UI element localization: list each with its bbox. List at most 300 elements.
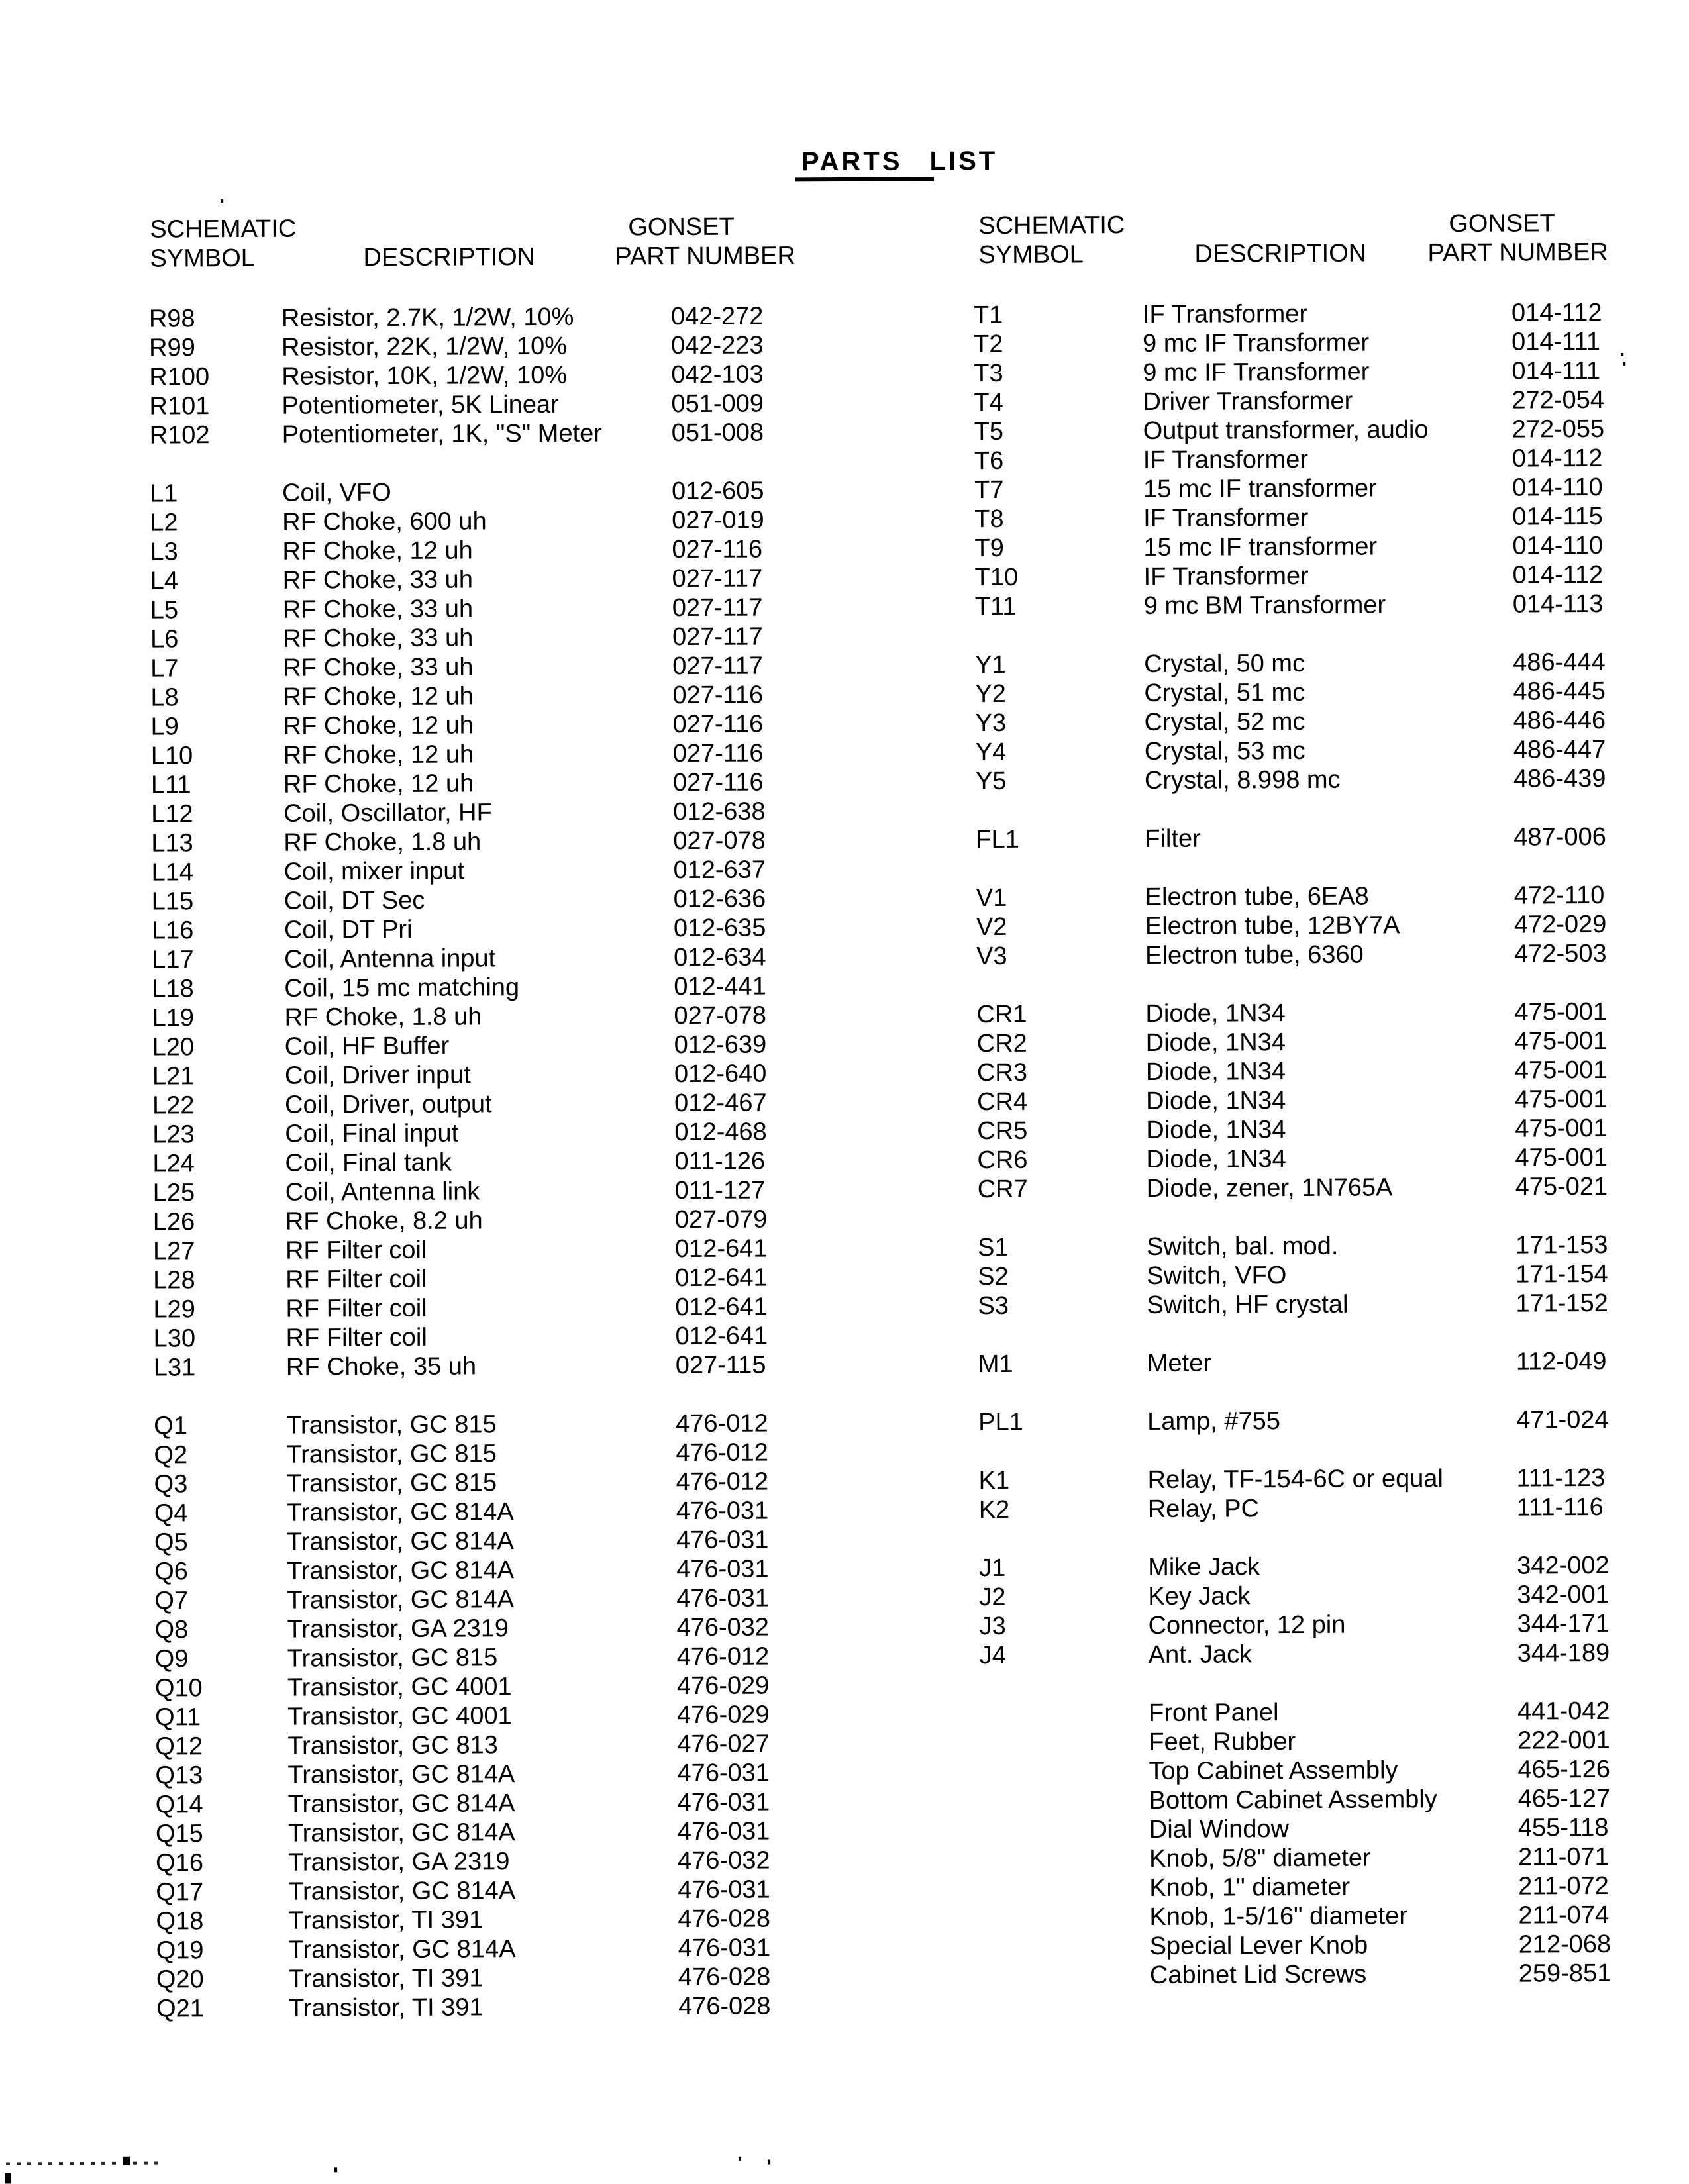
group-spacer [978, 1376, 1608, 1408]
description-cell: Cabinet Lid Screws [1149, 1960, 1367, 1990]
symbol-cell: Y1 [975, 650, 1006, 679]
table-row [151, 797, 780, 828]
description-cell: Knob, 1" diameter [1149, 1873, 1351, 1903]
description-cell: Transistor, GC 814A [287, 1760, 515, 1789]
description-cell: 9 mc IF Transformer [1142, 328, 1370, 358]
left-header-line-2 [148, 241, 795, 273]
part-number-cell: 042-103 [671, 360, 764, 389]
description-cell: Mike Jack [1148, 1553, 1260, 1582]
symbol-cell: L9 [150, 713, 179, 741]
table-row [150, 505, 779, 537]
part-number-cell: 272-054 [1511, 385, 1605, 415]
description-cell: Connector, 12 pin [1148, 1611, 1346, 1640]
description-cell: Crystal, 53 mc [1144, 736, 1305, 766]
part-number-cell: 476-031 [676, 1497, 769, 1526]
symbol-cell: L26 [152, 1208, 195, 1236]
symbol-cell: L1 [149, 479, 178, 508]
part-number-cell: 475-001 [1514, 1085, 1608, 1114]
table-row [977, 1085, 1606, 1117]
symbol-cell: J4 [979, 1641, 1006, 1670]
part-number-cell: 486-444 [1513, 648, 1606, 677]
table-row [976, 764, 1605, 796]
part-number-cell: 472-503 [1514, 939, 1607, 968]
part-number-cell: 486-447 [1513, 735, 1606, 764]
scan-artifact-speck [334, 2167, 337, 2172]
symbol-cell: CR7 [977, 1175, 1028, 1204]
description-cell: RF Filter coil [285, 1236, 427, 1265]
symbol-cell: CR1 [976, 1000, 1027, 1029]
symbol-cell: Q16 [155, 1849, 204, 1877]
symbol-cell: CR3 [976, 1058, 1028, 1087]
description-cell: Knob, 1-5/16" diameter [1149, 1902, 1408, 1932]
part-number-cell: 476-031 [677, 1759, 770, 1788]
description-cell: 9 mc BM Transformer [1143, 591, 1386, 620]
description-cell: Transistor, GA 2319 [287, 1614, 509, 1644]
table-row [974, 327, 1603, 359]
description-cell: RF Choke, 33 uh [282, 595, 474, 624]
part-number-cell: 012-441 [674, 972, 766, 1001]
part-number-cell: 027-117 [672, 593, 763, 622]
table-row [150, 534, 779, 566]
symbol-cell: L27 [152, 1237, 195, 1266]
scan-artifact-dotted-line [6, 2162, 164, 2165]
table-row [153, 1205, 782, 1236]
table-row [980, 1697, 1609, 1728]
symbol-cell: L5 [150, 596, 179, 624]
table-row [980, 1901, 1610, 1932]
description-cell: RF Choke, 8.2 uh [285, 1207, 483, 1236]
symbol-cell: Q12 [155, 1732, 203, 1761]
part-number-cell: 011-126 [674, 1147, 766, 1176]
right-header-symbol: SYMBOL [978, 240, 1084, 270]
table-row [156, 1933, 786, 1965]
table-row [154, 1321, 783, 1353]
part-number-cell: 211-072 [1518, 1871, 1609, 1901]
table-row [153, 1234, 782, 1266]
description-cell: RF Choke, 12 uh [283, 769, 474, 799]
table-row [156, 1846, 785, 1877]
table-row [976, 939, 1606, 971]
description-cell: Coil, Antenna input [284, 944, 496, 973]
part-number-cell: 014-110 [1512, 531, 1604, 560]
symbol-cell: L10 [150, 742, 193, 770]
description-cell: Coil, Oscillator, HF [283, 799, 492, 828]
description-cell: Coil, DT Pri [283, 915, 413, 944]
description-cell: Top Cabinet Assembly [1149, 1756, 1398, 1786]
part-number-cell: 476-031 [678, 1875, 770, 1905]
part-number-cell: 014-112 [1511, 444, 1603, 473]
description-cell: Diode, zener, 1N765A [1146, 1173, 1393, 1203]
table-row [152, 942, 781, 974]
symbol-cell: L8 [150, 683, 179, 712]
parts-table-left-column [148, 0, 795, 2183]
table-row [974, 444, 1604, 475]
part-number-cell: 027-117 [672, 564, 763, 593]
part-number-cell: 012-637 [673, 856, 766, 885]
scan-artifact-speck [768, 2160, 770, 2165]
symbol-cell: J1 [979, 1554, 1006, 1583]
symbol-cell: Q11 [155, 1703, 201, 1732]
symbol-cell: Q6 [154, 1558, 188, 1586]
table-row [150, 564, 780, 595]
parts-table-right-column [972, 0, 1611, 2179]
part-number-cell: 476-027 [677, 1730, 770, 1759]
description-cell: Diode, 1N34 [1146, 1145, 1286, 1174]
table-row [155, 1642, 784, 1673]
description-cell: Output transformer, audio [1143, 416, 1429, 446]
symbol-cell: R102 [149, 421, 210, 450]
scan-artifact-speck [1621, 353, 1623, 356]
symbol-cell: L13 [151, 829, 193, 858]
table-row [155, 1758, 784, 1790]
table-row [981, 1959, 1610, 1991]
description-cell: Transistor, GC 814A [288, 1877, 516, 1906]
part-number-cell: 171-153 [1515, 1230, 1608, 1260]
table-row [979, 1551, 1608, 1583]
description-cell: RF Choke, 600 uh [282, 507, 487, 536]
symbol-cell: K2 [978, 1495, 1010, 1524]
description-cell: Diode, 1N34 [1145, 1087, 1286, 1116]
table-row [150, 476, 779, 508]
symbol-cell: T2 [973, 330, 1003, 359]
left-column-rows [149, 301, 786, 2023]
symbol-cell: T9 [974, 534, 1004, 563]
table-row [156, 1991, 786, 2023]
table-row [150, 622, 780, 654]
left-header-line-1 [148, 212, 778, 244]
table-row [154, 1467, 783, 1499]
description-cell: RF Choke, 1.8 uh [283, 828, 482, 857]
table-row [152, 1030, 782, 1062]
part-number-cell: 476-031 [677, 1817, 770, 1846]
description-cell: Driver Transformer [1143, 387, 1353, 417]
symbol-cell: Y4 [975, 738, 1007, 767]
description-cell: RF Choke, 35 uh [285, 1352, 477, 1381]
description-cell: RF Choke, 12 uh [282, 536, 473, 566]
symbol-cell: Q3 [154, 1470, 188, 1499]
description-cell: Transistor, GC 815 [286, 1411, 497, 1440]
description-cell: RF Filter coil [285, 1294, 427, 1323]
table-row [977, 1114, 1606, 1146]
part-number-cell: 476-031 [676, 1526, 769, 1555]
description-cell: Coil, DT Sec [283, 886, 425, 915]
table-row [974, 531, 1604, 563]
table-row [977, 1056, 1606, 1087]
part-number-cell: 171-154 [1515, 1260, 1608, 1289]
table-row [978, 1405, 1608, 1437]
part-number-cell: 455-118 [1517, 1813, 1609, 1842]
part-number-cell: 476-031 [676, 1584, 769, 1613]
part-number-cell: 476-031 [677, 1788, 770, 1817]
part-number-cell: 027-116 [672, 768, 764, 797]
description-cell: Relay, TF-154-6C or equal [1147, 1465, 1444, 1495]
description-cell: Transistor, GC 814A [287, 1818, 515, 1848]
symbol-cell: L20 [152, 1033, 195, 1062]
symbol-cell: Q4 [154, 1499, 188, 1528]
symbol-cell: V3 [976, 942, 1007, 971]
description-cell: Transistor, GC 815 [286, 1469, 497, 1498]
part-number-cell: 212-068 [1518, 1930, 1612, 1959]
description-cell: Lamp, #755 [1147, 1407, 1280, 1436]
part-number-cell: 472-110 [1513, 881, 1605, 910]
symbol-cell: Q10 [154, 1674, 203, 1703]
description-cell: Resistor, 2.7K, 1/2W, 10% [281, 303, 574, 332]
table-row [979, 1609, 1608, 1641]
part-number-cell: 042-272 [670, 302, 764, 331]
scan-artifact-speck [1623, 362, 1625, 366]
description-cell: RF Choke, 33 uh [283, 653, 474, 682]
table-row [978, 1289, 1607, 1320]
symbol-cell: T11 [974, 592, 1017, 621]
part-number-cell: 014-111 [1511, 357, 1601, 385]
symbol-cell: Q2 [154, 1441, 188, 1469]
part-number-cell: 476-012 [676, 1467, 769, 1497]
table-row [980, 1784, 1610, 1816]
symbol-cell: CR5 [977, 1117, 1028, 1146]
part-number-cell: 027-115 [675, 1351, 766, 1380]
group-spacer [976, 968, 1606, 1000]
part-number-cell: 475-001 [1514, 997, 1608, 1026]
description-cell: Coil, mixer input [283, 857, 465, 886]
description-cell: Coil, Final input [285, 1119, 459, 1148]
part-number-cell: 476-032 [676, 1613, 770, 1642]
symbol-cell: Q15 [155, 1820, 203, 1848]
part-number-cell: 486-445 [1513, 677, 1606, 706]
table-row [156, 1962, 786, 1994]
table-row [980, 1842, 1610, 1874]
table-row [153, 1292, 782, 1324]
table-row [154, 1438, 783, 1469]
symbol-cell: T6 [974, 446, 1004, 475]
description-cell: 9 mc IF Transformer [1143, 358, 1370, 387]
symbol-cell: Y5 [975, 767, 1007, 796]
symbol-cell: L18 [152, 975, 194, 1003]
symbol-cell: Y3 [975, 709, 1007, 738]
part-number-cell: 014-111 [1511, 328, 1601, 356]
part-number-cell: 014-110 [1511, 473, 1603, 502]
group-spacer [154, 1379, 783, 1411]
part-number-cell: 014-112 [1511, 298, 1602, 327]
table-row [154, 1496, 784, 1528]
part-number-cell: 171-152 [1515, 1289, 1608, 1318]
part-number-cell: 476-029 [676, 1671, 770, 1701]
part-number-cell: 012-605 [671, 477, 764, 506]
table-row [152, 1001, 781, 1032]
table-row [980, 1813, 1610, 1845]
description-cell: Transistor, GC 814A [288, 1935, 516, 1964]
symbol-cell: Q21 [156, 1995, 204, 2023]
symbol-cell: K1 [978, 1466, 1010, 1495]
description-cell: Transistor, GC 814A [287, 1585, 515, 1614]
table-row [975, 560, 1604, 592]
table-row [980, 1726, 1609, 1758]
description-cell: Transistor, GC 814A [287, 1556, 515, 1585]
part-number-cell: 344-189 [1517, 1638, 1610, 1667]
table-row [152, 1059, 782, 1091]
table-row [151, 738, 780, 770]
part-number-cell: 012-638 [673, 797, 766, 826]
description-cell: Transistor, GC 814A [286, 1498, 514, 1527]
symbol-cell: R99 [149, 334, 195, 362]
symbol-cell: L14 [151, 858, 194, 887]
part-number-cell: 012-641 [674, 1234, 768, 1264]
table-row [152, 971, 781, 1003]
table-row [974, 385, 1603, 417]
table-row [976, 997, 1606, 1029]
symbol-cell: J3 [979, 1612, 1006, 1641]
table-row [154, 1554, 784, 1586]
symbol-cell: Q14 [155, 1791, 203, 1819]
right-header-gonset: GONSET [1449, 209, 1555, 238]
symbol-cell: L12 [151, 800, 193, 828]
symbol-cell: CR6 [977, 1146, 1028, 1175]
part-number-cell: 012-641 [675, 1322, 768, 1351]
table-row [150, 593, 780, 624]
description-cell: Switch, VFO [1147, 1262, 1287, 1291]
group-spacer [976, 793, 1605, 825]
part-number-cell: 342-002 [1517, 1551, 1610, 1580]
part-number-cell: 476-012 [676, 1642, 770, 1671]
part-number-cell: 476-031 [676, 1555, 769, 1584]
description-cell: Transistor, GC 815 [286, 1440, 497, 1469]
symbol-cell: T5 [974, 417, 1004, 446]
symbol-cell: T3 [974, 359, 1003, 388]
scan-artifact-speck [123, 2157, 130, 2165]
description-cell: Electron tube, 12BY7A [1145, 911, 1400, 941]
symbol-cell: Q18 [156, 1907, 204, 1936]
description-cell: Transistor, TI 391 [288, 1906, 484, 1935]
part-number-cell: 027-078 [674, 1001, 767, 1030]
part-number-cell: 476-029 [677, 1701, 770, 1730]
symbol-cell: Q7 [154, 1587, 189, 1615]
table-row [156, 1816, 785, 1848]
part-number-cell: 475-001 [1514, 1026, 1608, 1056]
symbol-cell: J2 [979, 1583, 1006, 1612]
scan-artifact-speck [739, 2157, 741, 2161]
description-cell: RF Choke, 12 uh [283, 711, 474, 740]
part-number-cell: 486-446 [1513, 706, 1606, 735]
table-row [978, 1230, 1607, 1262]
group-spacer [978, 1434, 1608, 1466]
group-spacer [975, 619, 1604, 650]
left-header-description: DESCRIPTION [363, 243, 536, 272]
right-header-part-number: PART NUMBER [1427, 238, 1608, 268]
part-number-cell: 027-116 [672, 681, 764, 710]
part-number-cell: 465-127 [1517, 1784, 1611, 1813]
part-number-cell: 211-074 [1518, 1901, 1610, 1930]
description-cell: Transistor, GC 814A [287, 1789, 515, 1818]
group-spacer [976, 852, 1605, 883]
part-number-cell: 476-012 [676, 1409, 768, 1438]
table-row [151, 855, 780, 887]
description-cell: RF Choke, 33 uh [282, 624, 474, 653]
description-cell: Transistor, GC 4001 [287, 1673, 512, 1702]
part-number-cell: 012-636 [673, 885, 766, 914]
description-cell: Coil, Final tank [285, 1148, 452, 1177]
table-row [153, 1263, 782, 1295]
description-cell: Diode, 1N34 [1145, 1058, 1286, 1087]
part-number-cell: 012-640 [674, 1060, 767, 1089]
description-cell: RF Filter coil [285, 1323, 427, 1352]
table-row [154, 1350, 783, 1382]
page-title: PARTS LIST [801, 146, 998, 177]
description-cell: Coil, Driver input [284, 1061, 471, 1090]
table-row [149, 389, 778, 421]
table-row [154, 1409, 783, 1440]
symbol-cell: L19 [152, 1004, 195, 1032]
part-number-cell: 027-117 [672, 652, 763, 681]
symbol-cell: L30 [153, 1324, 196, 1353]
symbol-cell: T1 [973, 301, 1003, 330]
part-number-cell: 476-028 [678, 1992, 771, 2021]
table-row [976, 910, 1606, 942]
part-number-cell: 014-112 [1512, 560, 1604, 589]
description-cell: Coil, 15 mc matching [284, 973, 520, 1003]
part-number-cell: 486-439 [1513, 764, 1606, 793]
description-cell: Transistor, GC 814A [286, 1527, 514, 1556]
description-cell: Switch, HF crystal [1147, 1290, 1349, 1320]
description-cell: Electron tube, 6EA8 [1145, 882, 1369, 912]
table-row [149, 330, 778, 362]
symbol-cell: PL1 [978, 1408, 1023, 1437]
symbol-cell: T4 [974, 388, 1003, 417]
description-cell: Feet, Rubber [1149, 1728, 1296, 1757]
symbol-cell: L6 [150, 625, 179, 654]
description-cell: Resistor, 22K, 1/2W, 10% [282, 332, 568, 362]
part-number-cell: 012-634 [674, 943, 766, 972]
part-number-cell: 027-116 [672, 535, 763, 564]
description-cell: Front Panel [1149, 1699, 1279, 1728]
part-number-cell: 211-071 [1517, 1842, 1609, 1871]
part-number-cell: 051-009 [671, 389, 764, 419]
part-number-cell: 012-641 [675, 1293, 768, 1322]
symbol-cell: CR2 [976, 1029, 1027, 1058]
table-row [977, 1026, 1606, 1058]
description-cell: Knob, 5/8" diameter [1149, 1844, 1371, 1873]
table-row [152, 913, 781, 945]
group-spacer [979, 1522, 1608, 1554]
table-row [974, 356, 1603, 388]
symbol-cell: L2 [150, 509, 178, 537]
part-number-cell: 476-028 [678, 1905, 771, 1934]
description-cell: Resistor, 10K, 1/2W, 10% [282, 361, 568, 391]
table-row [977, 1143, 1606, 1175]
symbol-cell: Q9 [154, 1645, 189, 1673]
symbol-cell: Q8 [154, 1616, 189, 1644]
table-row [975, 589, 1604, 621]
part-number-cell: 014-115 [1512, 502, 1603, 531]
symbol-cell: R101 [149, 392, 210, 421]
table-row [975, 648, 1604, 679]
symbol-cell: Q20 [156, 1965, 204, 1994]
description-cell: Crystal, 52 mc [1144, 707, 1305, 737]
group-spacer [980, 1667, 1609, 1699]
description-cell: Transistor, GC 4001 [287, 1702, 512, 1731]
part-number-cell: 027-019 [672, 506, 764, 535]
symbol-cell: T10 [974, 563, 1019, 592]
symbol-cell: L31 [153, 1354, 196, 1382]
symbol-cell: L24 [152, 1150, 195, 1178]
symbol-cell: S1 [977, 1233, 1009, 1262]
symbol-cell: L17 [152, 946, 194, 974]
description-cell: Filter [1145, 824, 1201, 854]
description-cell: Special Lever Knob [1149, 1931, 1368, 1961]
table-row [980, 1755, 1609, 1787]
part-number-cell: 475-001 [1514, 1056, 1608, 1085]
table-row [150, 680, 780, 712]
symbol-cell: L21 [152, 1062, 195, 1091]
table-row [980, 1871, 1610, 1903]
